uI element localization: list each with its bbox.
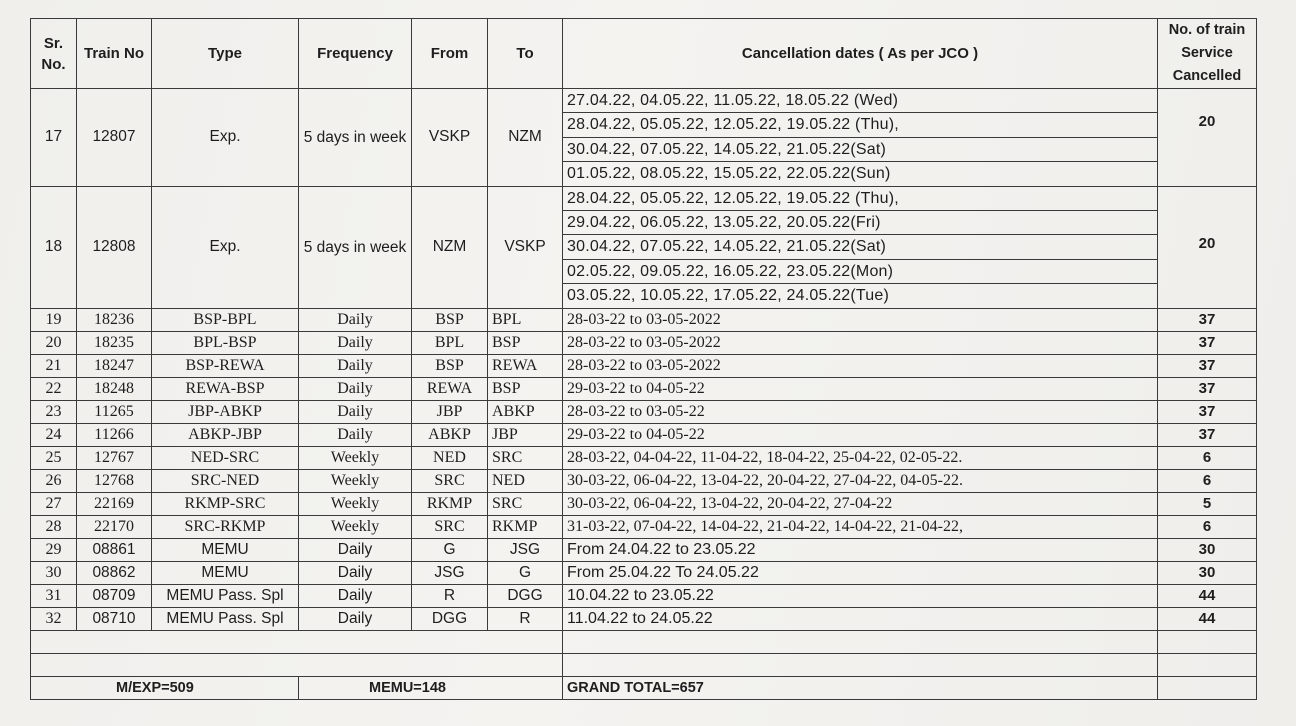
frequency-cell: Daily — [299, 354, 412, 377]
sr-no-cell: 23 — [31, 400, 77, 423]
dates-cell: 28-03-22 to 03-05-22 — [563, 400, 1158, 423]
train-no-cell: 18248 — [77, 377, 152, 400]
table-row — [31, 561, 1257, 584]
to-cell: SRC — [488, 446, 563, 469]
type-cell: REWA-BSP — [152, 377, 299, 400]
header-cancellation-dates: Cancellation dates ( As per JCO ) — [563, 19, 1158, 89]
date-line: 02.05.22, 09.05.22, 16.05.22, 23.05.22(Mon) — [563, 260, 1157, 284]
type-cell: NED-SRC — [152, 446, 299, 469]
dates-cell — [563, 89, 1158, 187]
type-cell: JBP-ABKP — [152, 400, 299, 423]
total-memu: MEMU=148 — [299, 676, 563, 699]
date-line: 01.05.22, 08.05.22, 15.05.22, 22.05.22(Sun) — [567, 165, 891, 183]
type-cell: ABKP-JBP — [152, 423, 299, 446]
sr-no-cell: 22 — [31, 377, 77, 400]
from-cell: VSKP — [412, 89, 488, 187]
date-line: 28.04.22, 05.05.22, 12.05.22, 19.05.22 (Thu), — [563, 187, 1157, 211]
sr-no-cell: 20 — [31, 331, 77, 354]
sr-no-cell: 19 — [31, 308, 77, 331]
blank-cell — [1158, 653, 1257, 676]
frequency-cell: Daily — [299, 538, 412, 561]
from-cell: RKMP — [412, 492, 488, 515]
blank-row — [31, 630, 1257, 653]
header-to: To — [488, 19, 563, 89]
table-row — [31, 89, 1257, 187]
train-no-cell: 18235 — [77, 331, 152, 354]
table-row — [31, 331, 1257, 354]
train-no-cell: 08862 — [77, 561, 152, 584]
frequency-cell: Weekly — [299, 469, 412, 492]
blank-cell — [563, 653, 1158, 676]
table-row — [31, 469, 1257, 492]
frequency-cell: Weekly — [299, 446, 412, 469]
count-cell: 37 — [1158, 400, 1257, 423]
to-cell: BSP — [488, 377, 563, 400]
sr-no-cell: 24 — [31, 423, 77, 446]
sr-no-cell: 29 — [31, 538, 77, 561]
to-cell: RKMP — [488, 515, 563, 538]
blank-row — [31, 653, 1257, 676]
sr-no-cell: 25 — [31, 446, 77, 469]
dates-cell: 31-03-22, 07-04-22, 14-04-22, 21-04-22, 14-04-22, 21-04-22, — [563, 515, 1158, 538]
frequency-cell: Daily — [299, 400, 412, 423]
to-cell: ABKP — [488, 400, 563, 423]
sr-no-cell: 21 — [31, 354, 77, 377]
from-cell: R — [412, 584, 488, 607]
date-line: 30.04.22, 07.05.22, 14.05.22, 21.05.22(Sat) — [563, 235, 1157, 259]
frequency-cell: Daily — [299, 331, 412, 354]
table-row — [31, 538, 1257, 561]
train-no-cell: 11266 — [77, 423, 152, 446]
date-line: 27.04.22, 04.05.22, 11.05.22, 18.05.22 (Wed) — [563, 89, 1157, 113]
to-cell: JSG — [488, 538, 563, 561]
sr-no-cell: 27 — [31, 492, 77, 515]
header-type: Type — [152, 19, 299, 89]
to-cell: REWA — [488, 354, 563, 377]
sr-no-cell: 18 — [31, 186, 77, 308]
table-row — [31, 186, 1257, 308]
count-cell: 44 — [1158, 584, 1257, 607]
dates-cell: 28-03-22 to 03-05-2022 — [563, 354, 1158, 377]
from-cell: ABKP — [412, 423, 488, 446]
sr-no-cell: 32 — [31, 607, 77, 630]
from-cell: REWA — [412, 377, 488, 400]
train-no-cell: 22169 — [77, 492, 152, 515]
header-sr-no: Sr. No. — [31, 19, 77, 89]
frequency-cell: Daily — [299, 607, 412, 630]
table-row — [31, 308, 1257, 331]
type-cell: MEMU Pass. Spl — [152, 584, 299, 607]
header-frequency: Frequency — [299, 19, 412, 89]
table-row — [31, 354, 1257, 377]
count-cell: 6 — [1158, 446, 1257, 469]
type-cell: RKMP-SRC — [152, 492, 299, 515]
dates-cell: 11.04.22 to 24.05.22 — [563, 607, 1158, 630]
type-cell: MEMU Pass. Spl — [152, 607, 299, 630]
dates-cell: 30-03-22, 06-04-22, 13-04-22, 20-04-22, 27-04-22 — [563, 492, 1158, 515]
dates-cell: 28-03-22 to 03-05-2022 — [563, 308, 1158, 331]
dates-cell: 28-03-22, 04-04-22, 11-04-22, 18-04-22, 25-04-22, 02-05-22. — [563, 446, 1158, 469]
to-cell: NZM — [488, 89, 563, 187]
frequency-cell: Weekly — [299, 492, 412, 515]
dates-cell: From 25.04.22 To 24.05.22 — [563, 561, 1158, 584]
frequency-cell: Daily — [299, 561, 412, 584]
sr-no-cell: 31 — [31, 584, 77, 607]
from-cell: NED — [412, 446, 488, 469]
train-no-cell: 08861 — [77, 538, 152, 561]
total-count-cell — [1158, 676, 1257, 699]
train-cancellation-table — [30, 18, 1257, 700]
type-cell: Exp. — [152, 89, 299, 187]
dates-cell: 28-03-22 to 03-05-2022 — [563, 331, 1158, 354]
count-cell: 37 — [1158, 308, 1257, 331]
count-cell: 30 — [1158, 561, 1257, 584]
type-cell: SRC-RKMP — [152, 515, 299, 538]
count-cell: 30 — [1158, 538, 1257, 561]
type-cell: Exp. — [152, 186, 299, 308]
from-cell: BPL — [412, 331, 488, 354]
train-no-cell: 18247 — [77, 354, 152, 377]
train-no-cell: 12767 — [77, 446, 152, 469]
header-row — [31, 19, 1257, 89]
from-cell: DGG — [412, 607, 488, 630]
type-cell: BSP-BPL — [152, 308, 299, 331]
count-cell: 5 — [1158, 492, 1257, 515]
to-cell: R — [488, 607, 563, 630]
train-no-cell: 18236 — [77, 308, 152, 331]
dates-cell: 10.04.22 to 23.05.22 — [563, 584, 1158, 607]
to-cell: VSKP — [488, 186, 563, 308]
train-no-cell: 12807 — [77, 89, 152, 187]
train-no-cell: 11265 — [77, 400, 152, 423]
header-services-cancelled: No. of train Service Cancelled — [1158, 19, 1257, 89]
table-row — [31, 400, 1257, 423]
frequency-cell: 5 days in week — [299, 89, 412, 187]
train-no-cell: 08710 — [77, 607, 152, 630]
sr-no-cell: 17 — [31, 89, 77, 187]
blank-cell — [31, 630, 563, 653]
train-no-cell: 22170 — [77, 515, 152, 538]
from-cell: BSP — [412, 308, 488, 331]
count-cell: 20 — [1158, 89, 1257, 187]
from-cell: BSP — [412, 354, 488, 377]
date-line: 30.04.22, 07.05.22, 14.05.22, 21.05.22(Sat) — [563, 138, 1157, 162]
from-cell: SRC — [412, 515, 488, 538]
type-cell: MEMU — [152, 538, 299, 561]
table-row — [31, 515, 1257, 538]
frequency-cell: Daily — [299, 377, 412, 400]
to-cell: BPL — [488, 308, 563, 331]
from-cell: SRC — [412, 469, 488, 492]
grand-total: GRAND TOTAL=657 — [563, 676, 1158, 699]
dates-cell: 29-03-22 to 04-05-22 — [563, 377, 1158, 400]
to-cell: SRC — [488, 492, 563, 515]
train-no-cell: 12768 — [77, 469, 152, 492]
count-cell: 6 — [1158, 515, 1257, 538]
from-cell: JSG — [412, 561, 488, 584]
date-line: 29.04.22, 06.05.22, 13.05.22, 20.05.22(Fri) — [563, 211, 1157, 235]
table-row — [31, 607, 1257, 630]
from-cell: JBP — [412, 400, 488, 423]
count-cell: 37 — [1158, 331, 1257, 354]
count-cell: 37 — [1158, 377, 1257, 400]
count-cell: 37 — [1158, 423, 1257, 446]
frequency-cell: Daily — [299, 584, 412, 607]
frequency-cell: 5 days in week — [299, 186, 412, 308]
to-cell: G — [488, 561, 563, 584]
count-cell: 37 — [1158, 354, 1257, 377]
dates-cell — [563, 186, 1158, 308]
train-no-cell: 12808 — [77, 186, 152, 308]
sr-no-cell: 26 — [31, 469, 77, 492]
date-line: 03.05.22, 10.05.22, 17.05.22, 24.05.22(Tue) — [567, 287, 890, 305]
type-cell: SRC-NED — [152, 469, 299, 492]
type-cell: BSP-REWA — [152, 354, 299, 377]
table-row — [31, 446, 1257, 469]
to-cell: BSP — [488, 331, 563, 354]
totals-row — [31, 676, 1257, 699]
table-body — [31, 89, 1257, 631]
dates-cell: 30-03-22, 06-04-22, 13-04-22, 20-04-22, 27-04-22, 04-05-22. — [563, 469, 1158, 492]
from-cell: G — [412, 538, 488, 561]
to-cell: DGG — [488, 584, 563, 607]
to-cell: NED — [488, 469, 563, 492]
frequency-cell: Daily — [299, 308, 412, 331]
from-cell: NZM — [412, 186, 488, 308]
header-train-no: Train No — [77, 19, 152, 89]
dates-cell: 29-03-22 to 04-05-22 — [563, 423, 1158, 446]
count-cell: 44 — [1158, 607, 1257, 630]
type-cell: MEMU — [152, 561, 299, 584]
count-cell: 6 — [1158, 469, 1257, 492]
blank-cell — [563, 630, 1158, 653]
sr-no-cell: 28 — [31, 515, 77, 538]
train-no-cell: 08709 — [77, 584, 152, 607]
table-row — [31, 377, 1257, 400]
sr-no-cell: 30 — [31, 561, 77, 584]
header-from: From — [412, 19, 488, 89]
frequency-cell: Daily — [299, 423, 412, 446]
to-cell: JBP — [488, 423, 563, 446]
frequency-cell: Weekly — [299, 515, 412, 538]
blank-cell — [31, 653, 563, 676]
dates-cell: From 24.04.22 to 23.05.22 — [563, 538, 1158, 561]
blank-cell — [1158, 630, 1257, 653]
total-mexp: M/EXP=509 — [31, 676, 299, 699]
table-row — [31, 584, 1257, 607]
count-cell: 20 — [1158, 186, 1257, 308]
date-line: 28.04.22, 05.05.22, 12.05.22, 19.05.22 (Thu), — [563, 113, 1157, 137]
table-row — [31, 423, 1257, 446]
type-cell: BPL-BSP — [152, 331, 299, 354]
table-row — [31, 492, 1257, 515]
